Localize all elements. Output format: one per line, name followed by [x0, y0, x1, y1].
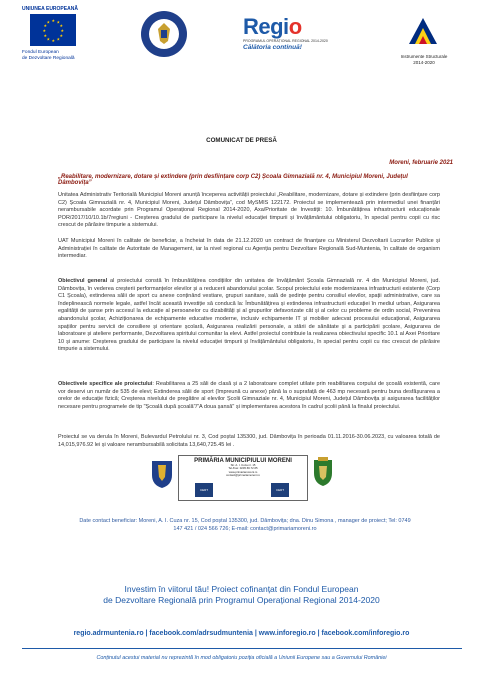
romania-coat-of-arms-icon: [150, 457, 174, 489]
cert-badge-icon: CERT: [271, 483, 289, 497]
svg-text:★: ★: [51, 38, 56, 43]
svg-text:★: ★: [59, 33, 64, 38]
regio-logo: Regio PROGRAMUL OPERAȚIONAL REGIONAL 2014-2020 Călătoria continuă!: [243, 14, 328, 51]
svg-text:★: ★: [43, 23, 48, 28]
page-title: COMUNICAT DE PRESĂ: [206, 137, 277, 144]
svg-text:★: ★: [56, 19, 61, 25]
structural-instruments-label: Instrumente Structurale 2014-2020: [400, 54, 448, 65]
moreni-coat-of-arms-icon: [312, 457, 334, 487]
contact-info: Date contact beneficiar: Moreni, A. I. Cuza nr. 15, Cod poștal 135300, jud. Dâmbovița; dna. Dinu Simona , manager de proiect; Tel: 0749 147 421 / 024 566 726; E-mail: contact@primariamoreni.ro: [79, 518, 411, 532]
specific-objectives-label: Obiectivele specifice ale proiectului: [58, 381, 153, 387]
funding-slogan: Investim în viitorul tău! Proiect cofinanțat din Fondul European de Dezvoltare Regională prin Programul Operațional Regional 2014-2020: [103, 584, 380, 605]
general-objective-label: Obiectivul general: [58, 278, 108, 284]
svg-text:★: ★: [51, 18, 56, 23]
eu-fund-label: Fondul European de Dezvoltare Regională: [22, 50, 75, 61]
logo-strip: [0, 0, 483, 78]
document-date: Moreni, februarie 2021: [389, 160, 453, 166]
svg-text:★: ★: [56, 36, 61, 42]
primaria-moreni-badge: PRIMĂRIA MUNICIPIULUI MORENI Str. A. I. Cuza nr. 15 Tel./Fax: 0245.66.72.65 www.primariamoreni.ro contact@primariamoreni.ro CERT CERT: [178, 455, 308, 501]
svg-text:★: ★: [46, 36, 51, 42]
paragraph-intro: Unitatea Administrativ Teritorială Municipiul Moreni anunță începerea activității proiectului „Reabilitare, modernizare, dotare și extindere (prin desființare corp C2) Școala Gimnazială nr. 4, Municipiul Moreni, Județul Dâmbovița”, cod MySMIS 122172. Proiectul se implementează prin intermediul unei finanțări nerambursabile acordate prin Programul Operațional Regional 2014-2020, Axa/Prioritate de Investiții: 10. Îmbunătățirea infrastructurii educaționale POR/2017/10/10.1b/7regiuni - Creșterea gradului de participare la nivelul educației timpurii și învățământului obligatoriu, în special pentru copii cu risc crescut de părăsire timpurie a sistemului.: [58, 192, 440, 229]
svg-text:★: ★: [59, 23, 64, 28]
eu-label: UNIUNEA EUROPEANĂ: [22, 6, 78, 12]
beneficiary-logos: [150, 455, 350, 501]
web-links[interactable]: regio.adrmuntenia.ro | facebook.com/adrsudmuntenia | www.inforegio.ro | facebook.com/inforegio.ro: [73, 630, 410, 637]
footer-divider: [22, 648, 462, 649]
cert-badge-icon: CERT: [195, 483, 213, 497]
paragraph-specific-objectives: Obiectivele specifice ale proiectului: Reabilitarea a 25 săli de clasă și a 2 laboratoare complet utilate prin reabilitarea corpului de școală existentă, care vor deservi un număr de 535 de elevi; Extinderea sălii de sport (împreună cu anexe) până la o suprafață de 463 mp necesară pentru buna desfășurarea a orelor de educație fizică; Creșterea nivelului de pregătire al elevilor Școlii Gimnaziale nr. 4, Municipiul Moreni, Județul Dâmbovița și asigurarea facilităților necesare pentru programele de tip "Școală după școală"/"A doua șansă" și implementarea acestora în cadrul școlii până la finalul proiectului.: [58, 381, 440, 410]
eu-flag-icon: [30, 14, 76, 46]
structural-instruments-icon: [405, 14, 441, 50]
romanian-government-seal-icon: [140, 10, 188, 58]
disclaimer: Conținutul acestui material nu reprezintă în mod obligatoriu poziția oficială a Uniunii Europene sau a Guvernului României: [96, 655, 387, 661]
paragraph-contract: UAT Municipiul Moreni în calitate de beneficiar, a încheiat în data de 21.12.2020 un contract de finanțare cu Ministerul Dezvoltarii Lucrarilor Publice și Administrației în calitate de Autoritate de Management, iar la nivel regional cu Agenția pentru Dezvoltare Regională Sud-Muntenia, în calitate de organism intermediar.: [58, 238, 440, 260]
svg-text:★: ★: [60, 28, 65, 33]
svg-text:★: ★: [42, 28, 47, 33]
svg-text:★: ★: [43, 33, 48, 38]
svg-text:★: ★: [46, 19, 51, 25]
project-headline: „Reabilitare, modernizare, dotare și extindere (prin desființare corp C2) Școala Gimnazială nr. 4, Municipiul Moreni, Județul Dâmbovița”: [58, 174, 408, 186]
paragraph-location-value: Proiectul se va derula în Moreni, Bulevardul Petrolului nr. 3, Cod poștal 135300, jud. Dâmbovița în perioada 01.11.2016-30.06.2023, cu valoarea totală de 14,015,976.92 lei și valoare nerambursabilă solicitata 13,640,725.45 lei .: [58, 434, 440, 448]
paragraph-general-objective: Obiectivul general al proiectului constă în îmbunătățirea condițiilor din unitatea de învățământ Școala Gimnazială nr. 4 din Municipiul Moreni, jud. Dâmbovița, în vederea creșterii performanțelor elevilor și a reducerii abandonului școlar. Scopul proiectului este modernizarea infrastructurii existente (Corp C1 Școala), extinderea sălii de sport cu anexe conținând vestiare, grupuri sanitare, sală de ședințe pentru consiliul elevilor, spații administrative, care sa îndeplinească normele legale, astfel încât această investiție să conducă la: Îmbunătățirea și extinderea infrastructurii educației în mediul urban, Asigurarea egalității de șanse prin accesul la educație al persoanelor cu dizabilități și al grupurilor defavorizate cât și al celor cu probleme de ordin social, Prevenirea abandonului școlar, Achiziționarea de echipamente educative moderne, inclusiv echipamente IT și mobilier adecvat procesului educațional, Asigurarea spațiilor pentru servicii de consiliere și orientare școlară, Asigurarea realizării personale, a stării de sănătate și a participării școlare, Asigurarea de laboratoare și ateliere performante, Dezvoltarea spiritului comunitar la elevi. Astfel proiectul contribuie la realizarea obiectivului specific 10.1 al Axei Prioritare 10 și anume: Creșterea gradului de participare la nivelul educației timpurii și învățământului obligatoriu, în special pentru copii cu risc crescut de părăsire timpurie a sistemului.: [58, 278, 440, 353]
